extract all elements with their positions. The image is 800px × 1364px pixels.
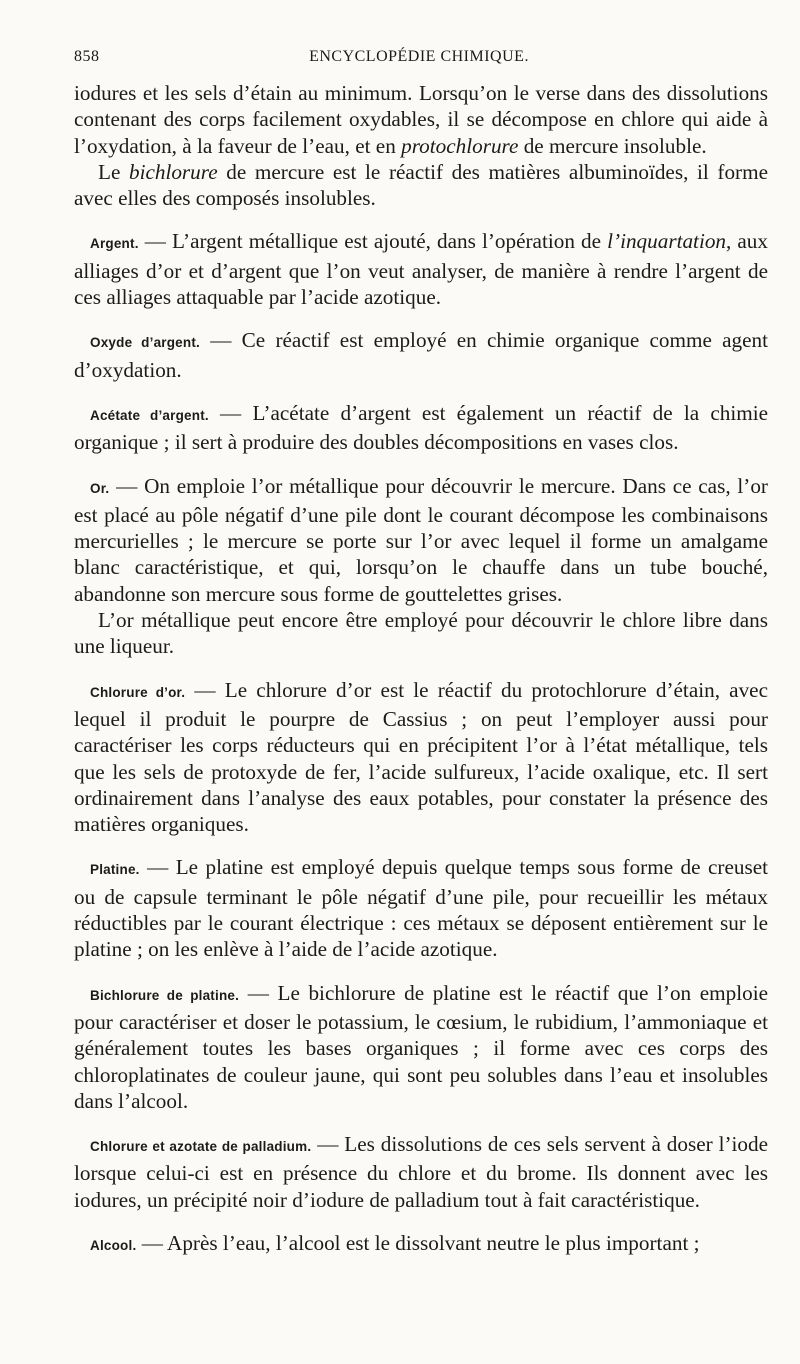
body-text [74, 80, 768, 1259]
entry-heading: Argent. [90, 236, 139, 252]
entry-argent: Argent. — L’argent métallique est ajouté, dans l’opération de l’inquartation, aux alliages d’or et d’argent que l’on veut analyser, de manière à rendre l’argent de ces alliages attaquable par l’acide azotique. [74, 229, 768, 310]
entry-alcool: Alcool. — Après l’eau, l’alcool est le dissolvant neutre le plus important ; [90, 1230, 700, 1255]
running-title: ENCYCLOPÉDIE CHIMIQUE. [309, 48, 529, 65]
page-number: 858 [74, 48, 100, 65]
entry-oxyde-argent: Oxyde d’argent. — Ce réactif est employé en chimie organique comme agent d’oxydation. [74, 328, 769, 382]
entry-heading: Oxyde d’argent. [90, 335, 200, 351]
entry-or: Or. — On emploie l’or métallique pour découvrir le mercure. Dans ce cas, l’or est placé au pôle négatif d’une pile dont le courant décompose les combinaisons mercurielles ; le mercure se porte sur l’or avec lequel il forme un amalgame blanc caractéristique, et qui, lorsqu’on le chauffe dans un tube bouché, abandonne son mercure sous forme de gouttelettes grises. [74, 473, 768, 606]
entry-heading: Chlorure d’or. [90, 684, 186, 700]
entry-palladium: Chlorure et azotate de palladium. — Les dissolutions de ces sels servent à doser l’iode lorsque celui-ci est en présence du chlore et du brome. Ils donnent avec les iodures, un précipité noir d’iodure de palladium tout à fait caractéristique. [74, 1132, 769, 1212]
page-header [74, 48, 764, 74]
paragraph-or-chlore: L’or métallique peut encore être employé pour découvrir le chlore libre dans une liqueur. [74, 608, 768, 659]
paragraph-bichlorure-mercure: Le bichlorure de mercure est le réactif des matières albuminoïdes, il forme avec elles des composés insolubles. [74, 159, 768, 211]
entry-heading: Alcool. [90, 1237, 137, 1253]
entry-acetate-argent: Acétate d’argent. — L’acétate d’argent est également un réactif de la chimie organique ; il sert à produire des doubles décompositions en vases clos. [74, 400, 768, 455]
entry-platine: Platine. — Le platine est employé depuis quelque temps sous forme de creuset ou de capsule terminant le pôle négatif d’une pile, pour recueillir les métaux réductibles par le courant électrique : ces métaux se déposent entièrement sur le platine ; on les enlève à l’aide de l’acide azotique. [74, 855, 768, 962]
entry-chlorure-or: Chlorure d’or. — Le chlorure d’or est le réactif du protochlorure d’étain, avec lequel il produit le pourpre de Cassius ; on peut l’employer aussi pour caractériser les corps réducteurs qui en précipitent l’or à l’état métallique, tels que les sels de protoxyde de fer, l’acide sulfureux, l’acide oxalique, etc. Il sert ordinairement dans l’analyse des eaux potables, pour constater la présence des matières organiques. [74, 677, 768, 837]
entry-heading: Bichlorure de platine. [90, 987, 240, 1003]
paragraph-continued: iodures et les sels d’étain au minimum. Lorsqu’on le verse dans des dissolutions contenant des corps facilement oxydables, il se décompose en chlore qui aide à l’oxydation, à la faveur de l’eau, et en protochlorure de mercure insoluble. [74, 81, 768, 158]
entry-bichlorure-platine: Bichlorure de platine. — Le bichlorure de platine est le réactif que l’on emploie pour caractériser et doser le potassium, le cœsium, le rubidium, l’ammoniaque et généralement toutes les bases organiques ; il forme avec ces corps des chloroplatinates de couleur jaune, qui sont peu solubles dans l’eau et insolubles dans l’alcool. [74, 980, 768, 1113]
entry-heading: Or. [90, 480, 110, 496]
entry-heading: Acétate d’argent. [90, 407, 209, 423]
entry-heading: Platine. [90, 862, 140, 878]
entry-heading: Chlorure et azotate de palladium. [90, 1139, 312, 1155]
